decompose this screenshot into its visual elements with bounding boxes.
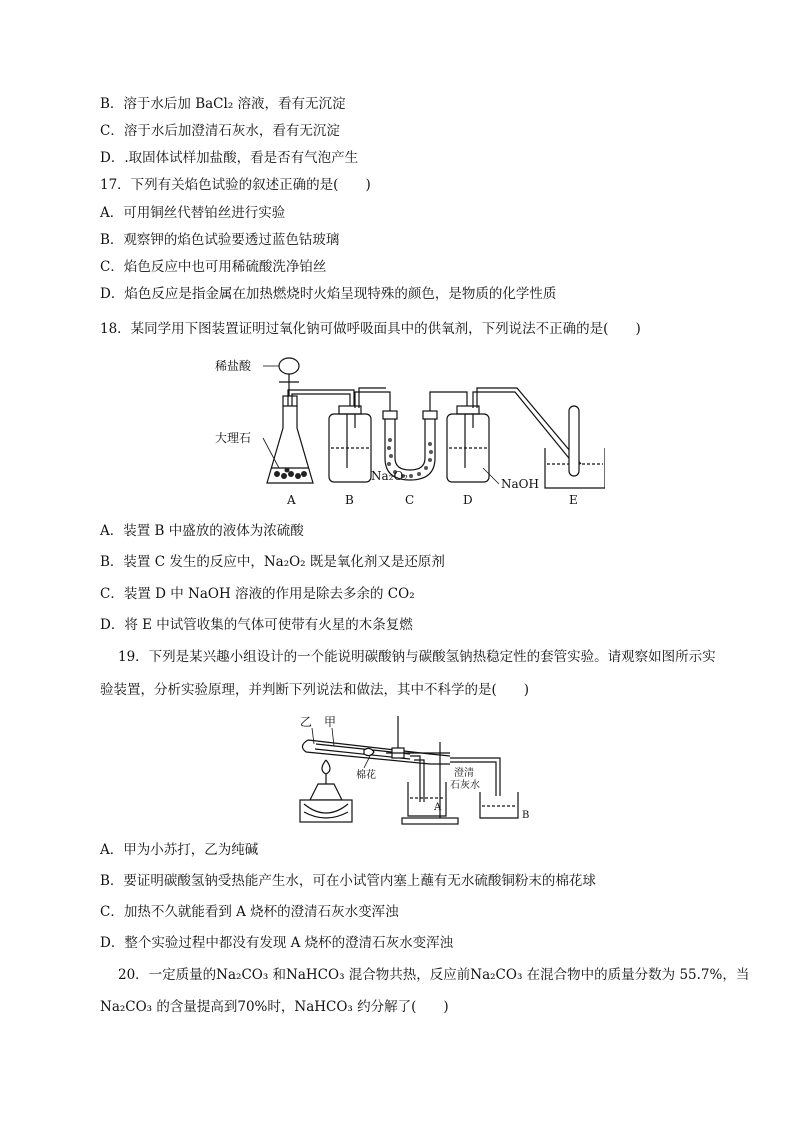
fig18-label-C: C: [405, 493, 415, 507]
fig19-label-yi: 乙: [300, 715, 313, 729]
fig18-label-E: E: [569, 493, 578, 507]
q19-stem-line-1: 19．下列是某兴趣小组设计的一个能说明碳酸钠与碳酸氢钠热稳定性的套管实验。请观察如图所示实: [118, 649, 716, 665]
fig19-label-B: B: [522, 810, 530, 821]
q18-option-a: A．装置 B 中盛放的液体为浓硫酸: [100, 523, 304, 539]
q18-option-b: B．装置 C 发生的反应中，Na₂O₂ 既是氧化剂又是还原剂: [100, 554, 445, 570]
q17-option-d: D．焰色反应是指金属在加热燃烧时火焰呈现特殊的颜色，是物质的化学性质: [100, 286, 557, 302]
fig19-label-cotton: 棉花: [356, 770, 376, 781]
figure-18-apparatus: [205, 348, 605, 508]
q20-stem-line-2: Na₂CO₃ 的含量提高到70%时，NaHCO₃ 约分解了( ): [100, 999, 449, 1015]
q19-option-a: A．甲为小苏打，乙为纯碱: [100, 842, 259, 858]
fig18-label-D: D: [463, 493, 473, 507]
q18-option-c: C．装置 D 中 NaOH 溶液的作用是除去多余的 CO₂: [100, 586, 415, 602]
q17-option-c: C．焰色反应中也可用稀硫酸洗净铂丝: [100, 259, 327, 275]
fig18-label-na2o2: Na₂O₂: [371, 469, 409, 483]
q19-option-b: B．要证明碳酸氢钠受热能产生水，可在小试管内塞上蘸有无水硫酸铜粉末的棉花球: [100, 873, 596, 889]
fig19-label-limewater-2: 石灰水: [450, 780, 480, 791]
q18-stem: 18．某同学用下图装置证明过氧化钠可做呼吸面具中的供氧剂，下列说法不正确的是( ): [100, 321, 641, 337]
q17-option-b: B．观察钾的焰色试验要透过蓝色钴玻璃: [100, 232, 340, 248]
q16-option-d: D．.取固体试样加盐酸，看是否有气泡产生: [100, 150, 359, 166]
q16-option-b: B．溶于水后加 BaCl₂ 溶液，看有无沉淀: [100, 96, 346, 112]
q20-stem-line-1: 20．一定质量的Na₂CO₃ 和NaHCO₃ 混合物共热，反应前Na₂CO₃ 在混合物中的质量分数为 55.7%，当: [118, 967, 750, 983]
fig18-label-acid: 稀盐酸: [215, 359, 252, 373]
fig18-label-naoh: NaOH: [501, 477, 539, 491]
q16-option-c: C．溶于水后加澄清石灰水，看有无沉淀: [100, 123, 340, 139]
fig18-label-A: A: [287, 493, 296, 507]
figure-19-apparatus: [290, 712, 550, 830]
fig19-label-jia: 甲: [324, 715, 337, 729]
q19-option-d: D．整个实验过程中都没有发现 A 烧杯的澄清石灰水变浑浊: [100, 935, 454, 951]
q19-stem-line-2: 验装置，分析实验原理，并判断下列说法和做法，其中不科学的是( ): [100, 682, 530, 698]
q17-option-a: A．可用铜丝代替铂丝进行实验: [100, 205, 286, 221]
fig19-label-A: A: [434, 802, 442, 813]
fig19-label-limewater-1: 澄清: [454, 768, 474, 779]
q19-option-c: C．加热不久就能看到 A 烧杯的澄清石灰水变浑浊: [100, 904, 399, 920]
fig18-label-B: B: [345, 493, 354, 507]
q17-stem: 17．下列有关焰色试验的叙述正确的是( ): [100, 177, 371, 193]
q18-option-d: D．将 E 中试管收集的气体可使带有火星的木条复燃: [100, 617, 413, 633]
fig18-label-marble: 大理石: [215, 431, 252, 445]
